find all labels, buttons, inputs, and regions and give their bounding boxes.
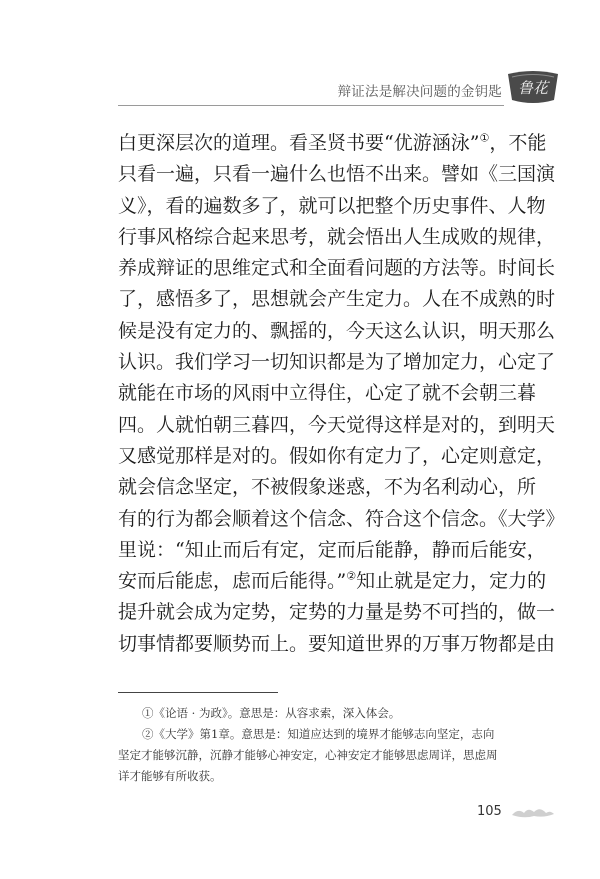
footnote-1: ①《论语 · 为政》。意思是：从容求索，深入体会。 xyxy=(142,706,401,720)
footnote-rule xyxy=(118,692,278,693)
body-line-text: 白更深层次的道理。看圣贤书要“优游涵泳” xyxy=(118,132,480,154)
body-line xyxy=(118,222,556,253)
body-line xyxy=(118,378,537,409)
running-header-title: 辩证法是解决问题的金钥匙 xyxy=(337,84,502,100)
body-line xyxy=(118,316,556,347)
body-line-text: 就能在市场的风雨中立得住，心定了就不会朝三暮 xyxy=(118,382,537,405)
body-line-text: 切事情都要顺势而上。要知道世界的万事万物都是由 xyxy=(118,632,556,655)
body-line-text: 行事风格综合起来思考，就会悟出人生成败的规律， xyxy=(118,225,556,248)
body-line xyxy=(118,410,556,441)
body-line xyxy=(118,472,537,503)
body-line-text: 提升就会成为定势，定势的力量是势不可挡的，做一 xyxy=(118,601,556,624)
body-line-text: ，不能 xyxy=(489,132,547,154)
body-line xyxy=(118,347,556,378)
body-line-text: 了，感悟多了，思想就会产生定力。人在不成熟的时 xyxy=(118,288,556,311)
body-line-text: 四。人就怕朝三暮四，今天觉得这样是对的，到明天 xyxy=(118,413,556,436)
body-line xyxy=(118,128,547,159)
running-header xyxy=(0,70,600,110)
body-line xyxy=(118,441,556,472)
body-line-text: 安而后能虑，虑而后能得。” xyxy=(118,570,347,593)
body-line-text: 义》，看的遍数多了，就可以把整个历史事件、人物 xyxy=(118,194,546,217)
body-line xyxy=(118,284,556,315)
body-line-text: 只看一遍，只看一遍什么也悟不出来。譬如《三国演 xyxy=(118,163,556,186)
body-line xyxy=(118,566,547,597)
body-line-text: 就会信念坚定，不被假象迷惑，不为名利动心，所 xyxy=(118,476,537,499)
page-number: 105 xyxy=(477,804,502,819)
footnote-marker: ① xyxy=(479,131,490,145)
body-line xyxy=(118,629,556,660)
luhua-logo-badge xyxy=(504,70,562,106)
body-line-text: 有的行为都会顺着这个信念、符合这个信念。《大学》 xyxy=(118,507,565,530)
body-line xyxy=(118,191,546,222)
page-ornament-icon xyxy=(510,805,556,821)
footnote-2-end: 详才能够有所收获。 xyxy=(118,769,222,783)
body-line-text: 又感觉那样是对的。假如你有定力了，心定则意定， xyxy=(118,444,556,467)
body-line-text: 认识。我们学习一切知识都是为了增加定力，心定了 xyxy=(118,351,556,374)
header-rule xyxy=(118,105,504,106)
body-line xyxy=(118,159,556,190)
body-line-text: 里说：“知止而后有定，定而后能静，静而后能安， xyxy=(118,538,546,561)
footnote-marker: ② xyxy=(346,569,357,583)
logo-badge-text: 鲁花 xyxy=(517,79,549,97)
body-line-text: 养成辩证的思维定式和全面看问题的方法等。时间长 xyxy=(118,257,556,280)
body-line xyxy=(118,597,556,628)
body-line xyxy=(118,253,556,284)
footnotes xyxy=(118,703,510,787)
body-line xyxy=(118,535,546,566)
footnote-2-cont: 坚定才能够沉静，沉静才能够心神安定，心神安定才能够思虑周详，思虑周 xyxy=(118,748,498,762)
body-line-text: 候是没有定力的、飘摇的，今天这么认识，明天那么 xyxy=(118,319,556,342)
body-text xyxy=(118,128,565,660)
body-line-text: 知止就是定力，定力的 xyxy=(356,570,547,593)
footnote-2: ②《大学》第1章。意思是：知道应达到的境界才能够志向坚定，志向 xyxy=(142,727,495,741)
body-line xyxy=(118,504,565,535)
